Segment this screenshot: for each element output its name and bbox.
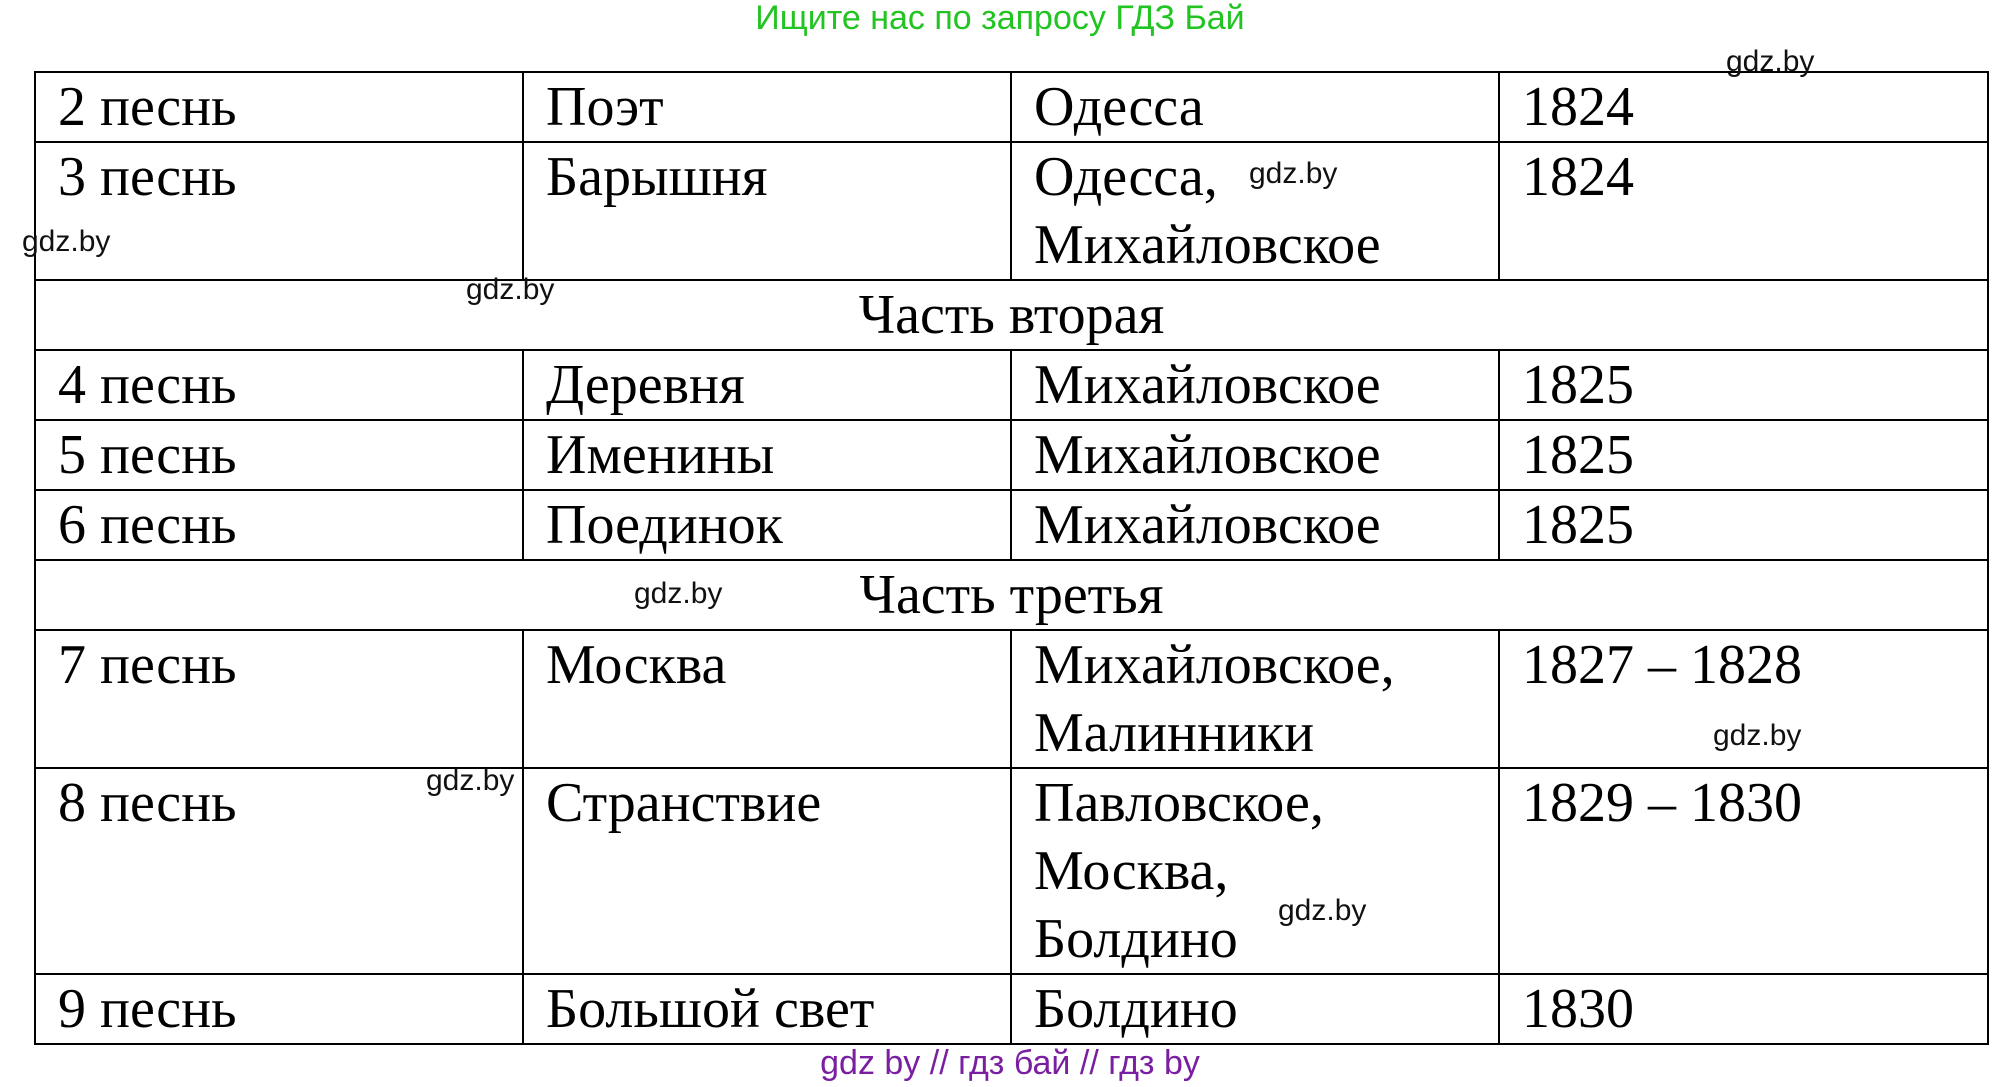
song-cell: 7 песнь — [35, 630, 523, 768]
place-line: Болдино — [1034, 908, 1238, 970]
theme-cell: Деревня — [523, 350, 1011, 420]
song-cell: 3 песнь — [35, 142, 523, 280]
place-cell — [1011, 768, 1499, 974]
place-line: Михайловское — [1034, 354, 1381, 416]
table-row — [35, 768, 1988, 974]
part-heading: Часть третья — [35, 560, 1988, 630]
place-line: Михайловское — [1034, 424, 1381, 486]
top-banner: Ищите нас по запросу ГДЗ Бай — [755, 0, 1245, 37]
song-cell: 8 песнь — [35, 768, 523, 974]
theme-cell: Поэт — [523, 72, 1011, 142]
watermark: gdz.by — [466, 273, 555, 306]
place-cell — [1011, 72, 1499, 142]
place-line: Одесса, — [1034, 146, 1218, 208]
place-cell — [1011, 974, 1499, 1044]
place-line: Болдино — [1034, 978, 1238, 1040]
year-cell: 1829 – 1830 — [1499, 768, 1988, 974]
table-row — [35, 72, 1988, 142]
song-cell: 9 песнь — [35, 974, 523, 1044]
song-cell: 4 песнь — [35, 350, 523, 420]
watermark: gdz.by — [1713, 719, 1802, 752]
place-line: Малинники — [1034, 702, 1315, 764]
theme-cell: Именины — [523, 420, 1011, 490]
year-cell: 1830 — [1499, 974, 1988, 1044]
literature-table — [34, 71, 1989, 1045]
place-cell — [1011, 630, 1499, 768]
theme-cell: Москва — [523, 630, 1011, 768]
year-cell: 1827 – 1828 — [1499, 630, 1988, 768]
watermark: gdz.by — [1726, 45, 1815, 78]
place-line: Михайловское, — [1034, 634, 1395, 696]
part-heading: Часть вторая — [35, 280, 1988, 350]
theme-cell: Большой свет — [523, 974, 1011, 1044]
watermark: gdz.by — [1249, 157, 1338, 190]
table-body — [35, 72, 1988, 1044]
place-line: Москва, — [1034, 840, 1229, 902]
year-cell: 1825 — [1499, 350, 1988, 420]
year-cell: 1825 — [1499, 490, 1988, 560]
year-cell: 1824 — [1499, 72, 1988, 142]
watermark: gdz.by — [1278, 894, 1367, 927]
part-heading-row — [35, 280, 1988, 350]
table-row — [35, 974, 1988, 1044]
song-cell: 5 песнь — [35, 420, 523, 490]
theme-cell: Странствие — [523, 768, 1011, 974]
place-line: Михайловское — [1034, 494, 1381, 556]
table-row — [35, 490, 1988, 560]
year-cell: 1825 — [1499, 420, 1988, 490]
place-line: Павловское, — [1034, 772, 1324, 834]
table-row — [35, 630, 1988, 768]
place-line: Одесса — [1034, 76, 1204, 138]
song-cell: 6 песнь — [35, 490, 523, 560]
place-cell — [1011, 420, 1499, 490]
place-cell — [1011, 350, 1499, 420]
part-heading-row — [35, 560, 1988, 630]
watermark: gdz.by — [634, 577, 723, 610]
table-row — [35, 142, 1988, 280]
watermark: gdz.by — [22, 225, 111, 258]
table-row — [35, 350, 1988, 420]
table-row — [35, 420, 1988, 490]
year-cell: 1824 — [1499, 142, 1988, 280]
watermark: gdz.by — [426, 764, 515, 797]
place-line: Михайловское — [1034, 214, 1381, 276]
place-cell — [1011, 490, 1499, 560]
theme-cell: Поединок — [523, 490, 1011, 560]
footer-line: gdz by // гдз бай // гдз by — [820, 1044, 1200, 1082]
theme-cell: Барышня — [523, 142, 1011, 280]
song-cell: 2 песнь — [35, 72, 523, 142]
